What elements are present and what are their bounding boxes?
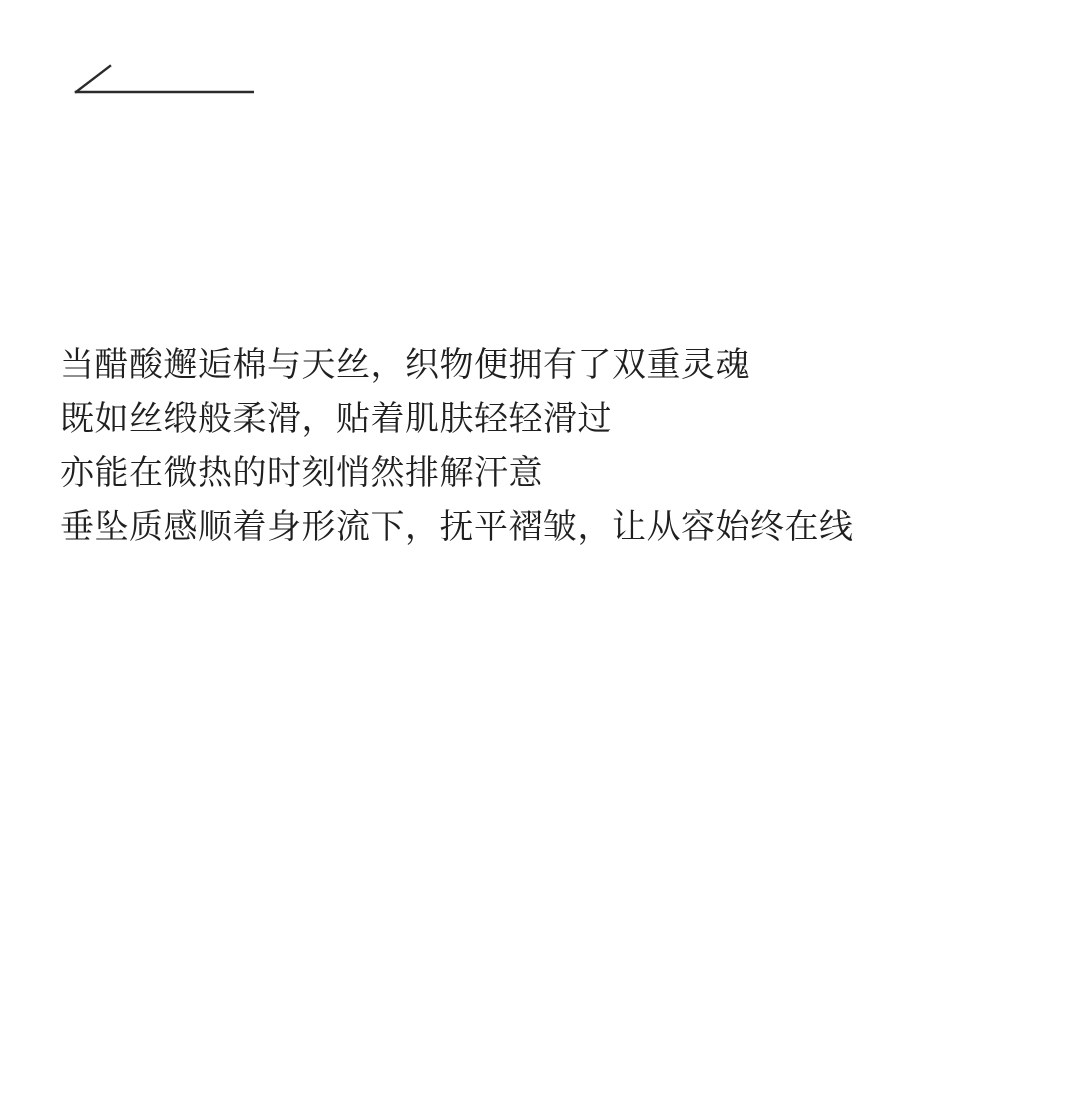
copy-line-2: 既如丝缎般柔滑，贴着肌肤轻轻滑过 bbox=[60, 400, 612, 438]
corner-accent-line-icon bbox=[72, 60, 254, 104]
copy-line-4: 垂坠质感顺着身形流下，抚平褶皱，让从容始终在线 bbox=[60, 508, 854, 546]
copy-line-1: 当醋酸邂逅棉与天丝，织物便拥有了双重灵魂 bbox=[60, 346, 750, 384]
copy-line-3: 亦能在微热的时刻悄然排解汗意 bbox=[60, 454, 543, 492]
marketing-copy-block bbox=[60, 338, 1020, 554]
